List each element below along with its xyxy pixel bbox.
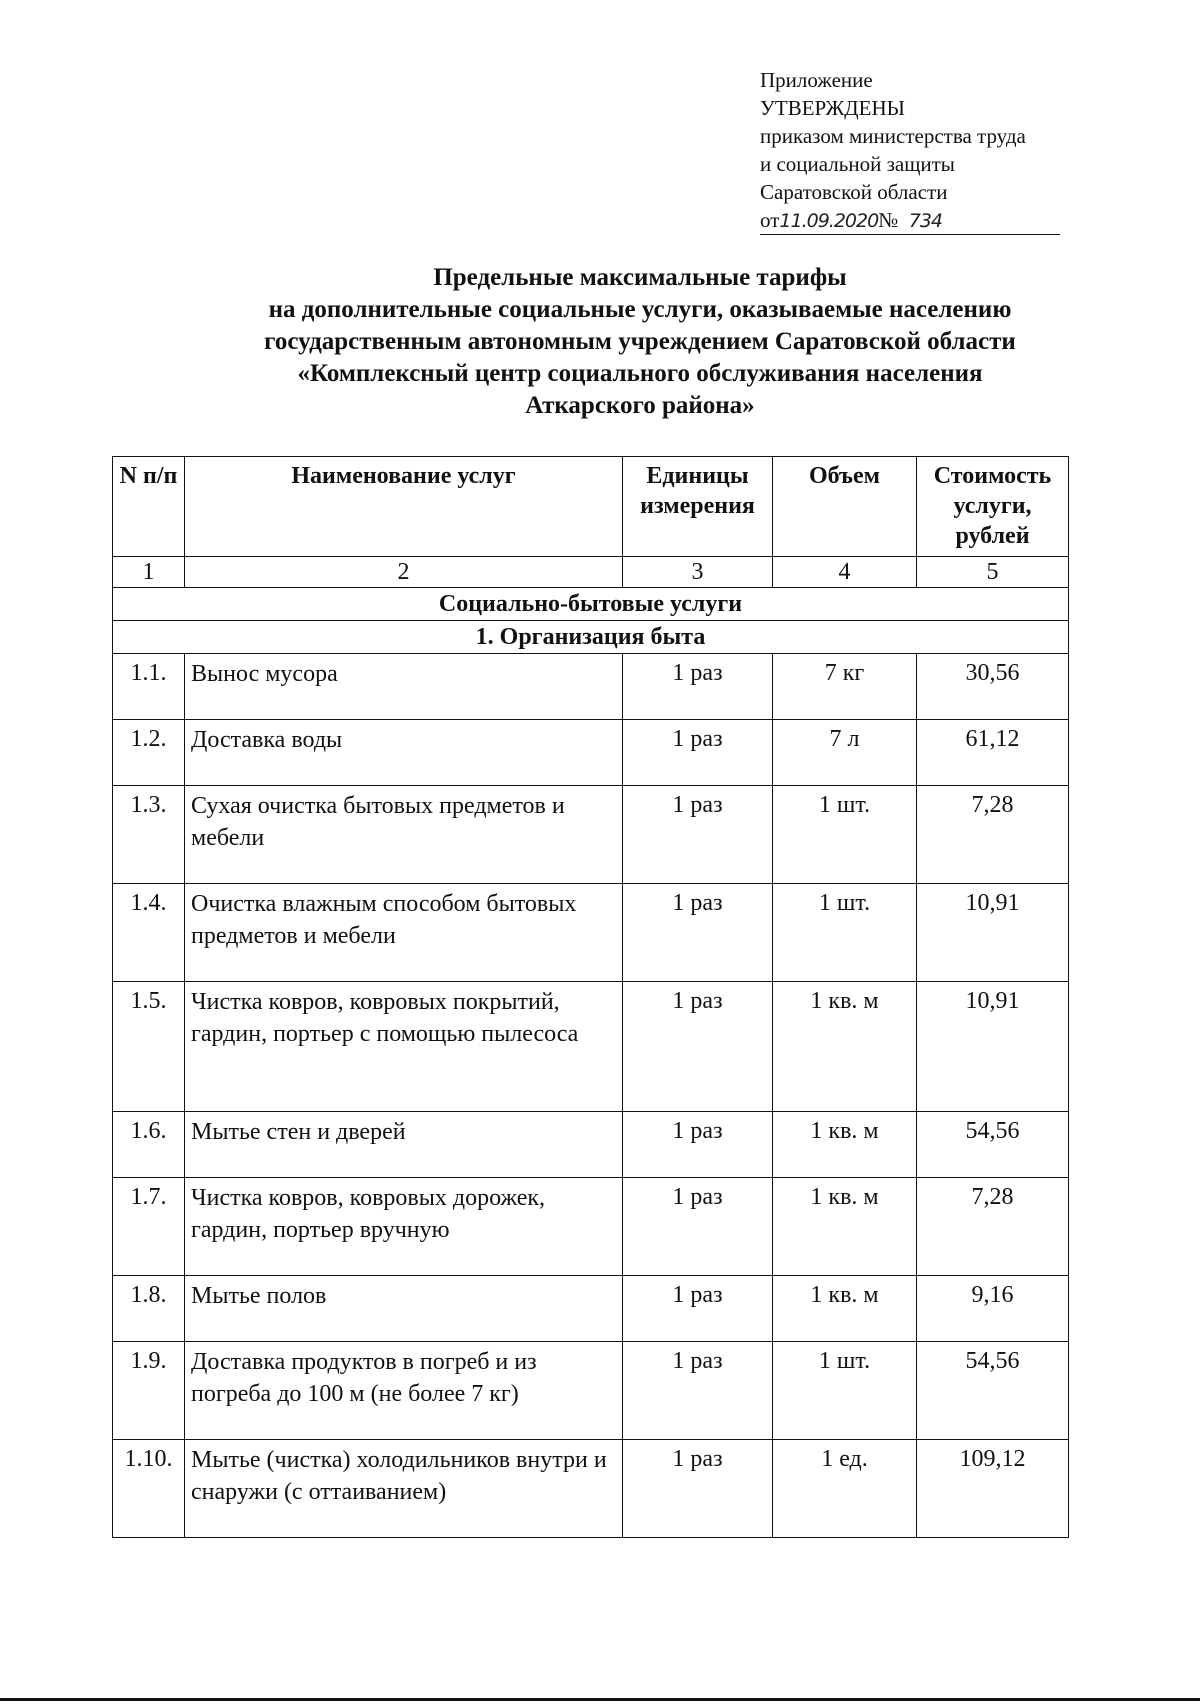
header-volume: Объем [773,457,917,557]
title-line-4: «Комплексный центр социального обслуживания населения [297,360,983,387]
unit: 1 раз [623,720,773,786]
cost: 54,56 [917,1112,1069,1178]
title-line-5: Аткарского района» [525,392,755,419]
header-num: N п/п [113,457,185,557]
approval-line-5: Саратовской области [760,180,948,204]
approval-line-3: приказом министерства труда [760,124,1026,148]
header-unit: Единицы измерения [623,457,773,557]
unit: 1 раз [623,1276,773,1342]
column-index: 5 [917,557,1069,588]
table-row [113,982,1069,1112]
approval-date-number [760,206,1080,235]
row-number: 1.10. [113,1440,185,1538]
cost: 7,28 [917,1178,1069,1276]
unit: 1 раз [623,1178,773,1276]
column-index: 1 [113,557,185,588]
section-title: Социально-бытовые услуги [113,588,1069,621]
unit: 1 раз [623,1342,773,1440]
table-row [113,1276,1069,1342]
cost: 7,28 [917,786,1069,884]
table-row [113,720,1069,786]
row-number: 1.8. [113,1276,185,1342]
cost: 10,91 [917,982,1069,1112]
row-number: 1.9. [113,1342,185,1440]
section-row [113,588,1069,621]
bottom-rule [0,1698,1200,1701]
row-number: 1.5. [113,982,185,1112]
column-index: 4 [773,557,917,588]
approval-line-1: Приложение [760,68,873,92]
header-name: Наименование услуг [185,457,623,557]
row-number: 1.7. [113,1178,185,1276]
column-index-row [113,557,1069,588]
table-row [113,1440,1069,1538]
volume: 1 кв. м [773,982,917,1112]
unit: 1 раз [623,1112,773,1178]
unit: 1 раз [623,884,773,982]
cost: 10,91 [917,884,1069,982]
volume: 1 шт. [773,786,917,884]
table-row [113,786,1069,884]
unit: 1 раз [623,786,773,884]
volume: 1 кв. м [773,1178,917,1276]
row-number: 1.4. [113,884,185,982]
service-name: Мытье полов [185,1276,623,1342]
number-prefix: № [878,208,899,232]
volume: 1 кв. м [773,1276,917,1342]
row-number: 1.6. [113,1112,185,1178]
volume: 1 шт. [773,884,917,982]
service-name: Вынос мусора [185,654,623,720]
title-line-1: Предельные максимальные тарифы [433,264,847,291]
subsection-title: 1. Организация быта [113,621,1069,654]
cost: 9,16 [917,1276,1069,1342]
table-row [113,1178,1069,1276]
table-row [113,654,1069,720]
subsection-row [113,621,1069,654]
tariffs-table [112,456,1069,1538]
handwritten-number: 734 [908,210,943,232]
service-name: Очистка влажным способом бытовых предметов и мебели [185,884,623,982]
cost: 30,56 [917,654,1069,720]
cost: 109,12 [917,1440,1069,1538]
title-line-2: на дополнительные социальные услуги, оказываемые населению [268,296,1012,323]
service-name: Сухая очистка бытовых предметов и мебели [185,786,623,884]
service-name: Доставка продуктов в погреб и из погреба до 100 м (не более 7 кг) [185,1342,623,1440]
service-name: Чистка ковров, ковровых дорожек, гардин, портьер вручную [185,1178,623,1276]
unit: 1 раз [623,1440,773,1538]
column-index: 2 [185,557,623,588]
row-number: 1.2. [113,720,185,786]
volume: 1 шт. [773,1342,917,1440]
volume: 7 л [773,720,917,786]
unit: 1 раз [623,982,773,1112]
cost: 54,56 [917,1342,1069,1440]
cost: 61,12 [917,720,1069,786]
service-name: Доставка воды [185,720,623,786]
row-number: 1.1. [113,654,185,720]
approval-line-2: УТВЕРЖДЕНЫ [760,96,905,120]
title-line-3: государственным автономным учреждением Саратовской области [264,328,1016,355]
service-name: Мытье (чистка) холодильников внутри и снаружи (с оттаиванием) [185,1440,623,1538]
column-index: 3 [623,557,773,588]
row-number: 1.3. [113,786,185,884]
document-title [150,262,1130,422]
volume: 7 кг [773,654,917,720]
unit: 1 раз [623,654,773,720]
signature-underline [760,234,1060,235]
header-cost: Стоимость услуги, рублей [917,457,1069,557]
service-name: Мытье стен и дверей [185,1112,623,1178]
table-row [113,884,1069,982]
service-name: Чистка ковров, ковровых покрытий, гардин, портьер с помощью пылесоса [185,982,623,1112]
handwritten-date: 11.09.2020 [779,210,879,232]
date-prefix: от [760,208,780,232]
approval-line-4: и социальной защиты [760,152,955,176]
volume: 1 ед. [773,1440,917,1538]
header-row [113,457,1069,557]
approval-block [760,66,1080,235]
volume: 1 кв. м [773,1112,917,1178]
table-row [113,1342,1069,1440]
table-row [113,1112,1069,1178]
